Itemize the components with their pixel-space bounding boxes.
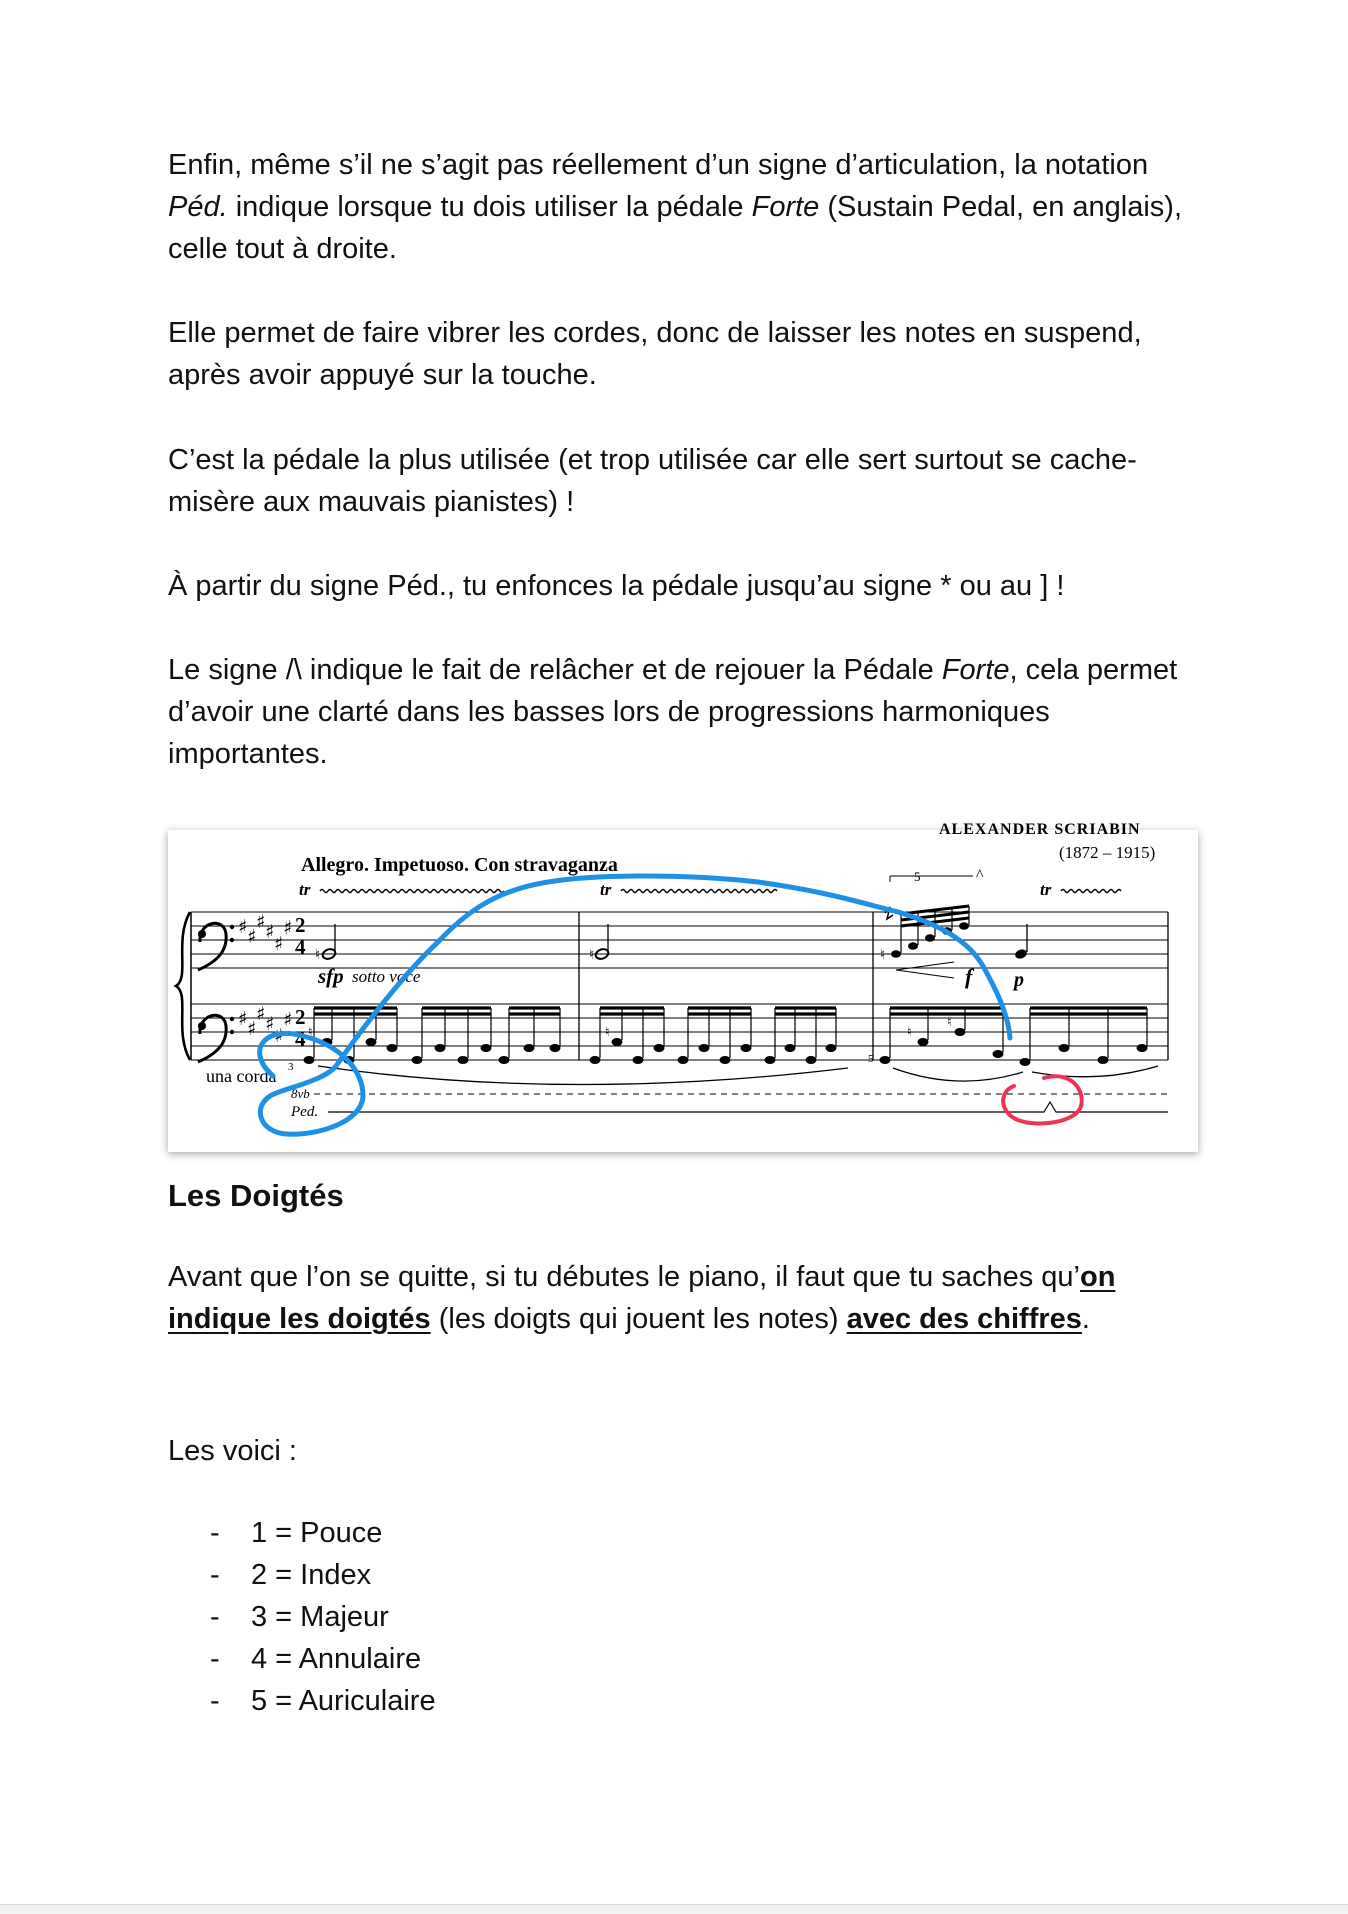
trill-line-3: [1040, 880, 1121, 899]
accent-mark: ^: [976, 867, 984, 884]
bass-clef-lower: [198, 1015, 234, 1062]
sheet-music-excerpt: [168, 821, 1198, 1152]
slur-lower-2: [893, 1068, 1023, 1081]
svg-text:4: 4: [295, 1027, 306, 1051]
fingering-3: 3: [288, 1061, 294, 1073]
paragraph-pedal-function: Elle permet de faire vibrer les cordes, donc de laisser les notes en suspend, après avoir appuyé sur la touche.: [168, 317, 1142, 391]
paragraph-pedal-intro: Enfin, même s’il ne s’agit pas réellement d’un signe d’articulation, la notation Péd. indique lorsque tu dois utiliser la pédale Forte (Sustain Pedal, en anglais), celle tout à droite.: [168, 149, 1183, 265]
paragraph-pedal-usage: C’est la pédale la plus utilisée (et trop utilisée car elle sert surtout se cache-misère aux mauvais pianistes) !: [168, 444, 1137, 518]
svg-text:♮: ♮: [947, 1015, 952, 1030]
svg-text:4: 4: [295, 935, 306, 959]
upper-half-note-1: [315, 924, 337, 963]
pedal-line: [328, 1102, 1168, 1112]
upper-staff: [191, 912, 1168, 968]
upper-half-note-2: [589, 924, 610, 963]
blue-annotation-stroke: [260, 876, 1010, 1134]
paragraph-release-sign: Le signe /\ indique le fait de relâcher et de rejouer la Pédale Forte, cela permet d’avoir une clarté dans les basses lors de progressions harmoniques importantes.: [168, 654, 1178, 770]
dynamic-sfp: sfp: [318, 964, 344, 988]
svg-text:♯: ♯: [283, 1009, 293, 1031]
svg-text:♯: ♯: [265, 921, 275, 943]
ottava-marking: 8vb: [291, 1086, 310, 1101]
tempo-marking: Allegro. Impetuoso. Con stravaganza: [301, 854, 618, 876]
una-corda-text: una corda: [206, 1066, 277, 1086]
svg-text:♯: ♯: [274, 1025, 284, 1047]
svg-text:♯: ♯: [238, 1008, 248, 1030]
paragraph-fingerings-intro: Avant que l’on se quitte, si tu débutes le piano, il faut que tu saches qu’on indique les doigtés (les doigts qui jouent les notes) avec des chiffres.: [168, 1261, 1116, 1335]
time-signature-upper: [295, 913, 306, 959]
paragraph-here-they-are: Les voici :: [168, 1435, 297, 1467]
time-signature-lower: [295, 1005, 306, 1051]
fingering-5: 5: [868, 1053, 874, 1065]
bass-clef-upper: [198, 923, 234, 970]
svg-text:tr: tr: [1040, 880, 1052, 899]
svg-text:tr: tr: [299, 880, 311, 899]
lower-note-groups: [304, 1008, 1148, 1066]
composer-name: ALEXANDER SCRIABIN: [939, 821, 1141, 838]
svg-text:♮: ♮: [589, 947, 595, 963]
svg-text:♯: ♯: [247, 926, 257, 948]
svg-text:2: 2: [295, 913, 306, 937]
system-brace: [176, 912, 190, 1060]
svg-text:5: 5: [914, 869, 921, 884]
svg-text:♯: ♯: [274, 933, 284, 955]
key-signature-upper: [238, 911, 292, 955]
ped-marking: Ped.: [291, 1104, 319, 1120]
svg-text:2: 2: [295, 1005, 306, 1029]
svg-text:♯: ♯: [238, 916, 248, 938]
svg-text:♮: ♮: [907, 1025, 912, 1040]
red-annotation-stroke: [1003, 1076, 1082, 1123]
svg-text:♯: ♯: [283, 917, 293, 939]
svg-text:♮: ♮: [880, 947, 886, 963]
svg-text:♮: ♮: [315, 947, 321, 963]
score-svg: [168, 821, 1198, 1152]
upper-quarter-note: [1014, 924, 1028, 960]
dynamic-p: p: [1014, 969, 1024, 991]
slur-lower-1: [318, 1066, 848, 1085]
svg-text:♯: ♯: [265, 1013, 275, 1035]
section-heading-doigtes: Les Doigtés: [168, 1178, 344, 1213]
upper-run-measure-3: [880, 867, 984, 989]
document-page: Enfin, même s’il ne s’agit pas réellement d’un signe d’articulation, la notation Péd. indique lorsque tu dois utiliser la pédale Forte (Sustain Pedal, en anglais), celle tout à droite. Elle permet de faire vibrer les cordes, donc de laisser les notes en suspend, après avoir appuyé sur la touche. C’est la pédale la plus utilisée (et trop utilisée car elle sert surtout se cache-misère aux mauvais pianistes) ! À partir du signe Péd., tu enfonces la pédale jusqu’au signe * ou au ] ! Le signe /\ indique le fait de relâcher et de rejouer la Pédale Forte, cela permet d’avoir une clarté dans les basses lors de progressions harmoniques importantes. ALEXANDER SCRIABIN (1872 – 1915) Allegro. Impetuoso. Con stravaganza tr tr tr ♯ ♯ ♯ ♯ ♯ ♯ ♯ ♯ ♯ ♯ ♯ ♯ 2 4 2 4 ♮ ♮ sfp sotto voce 5 ^ ♮ f p ♮ ♮ ♮ ♮ 3 5 una corda 8vb Ped. Les Doigtés Avant que l’on se quitte, si tu débutes le piano, il faut que tu saches qu’on indique les doigtés (les doigts qui jouent les notes) avec des chiffres. Les voici : - 1 = Pouce - 2 = Index - 3 = Majeur - 4 = Annulaire - 5 = Auriculaire: [0, 0, 1348, 1905]
svg-text:♯: ♯: [256, 911, 266, 933]
composer-dates: (1872 – 1915): [1059, 843, 1156, 862]
svg-text:tr: tr: [600, 880, 612, 899]
sotto-voce-text: sotto voce: [352, 967, 421, 986]
svg-text:♮: ♮: [605, 1025, 610, 1040]
paragraph-ped-sign: À partir du signe Péd., tu enfonces la pédale jusqu’au signe * ou au ] !: [168, 570, 1065, 602]
trill-line-1: [299, 880, 504, 899]
dynamic-f: f: [965, 964, 973, 989]
svg-text:♯: ♯: [247, 1018, 257, 1040]
barlines: [579, 912, 1168, 1060]
svg-text:♯: ♯: [256, 1003, 266, 1025]
svg-text:♮: ♮: [308, 1025, 313, 1040]
